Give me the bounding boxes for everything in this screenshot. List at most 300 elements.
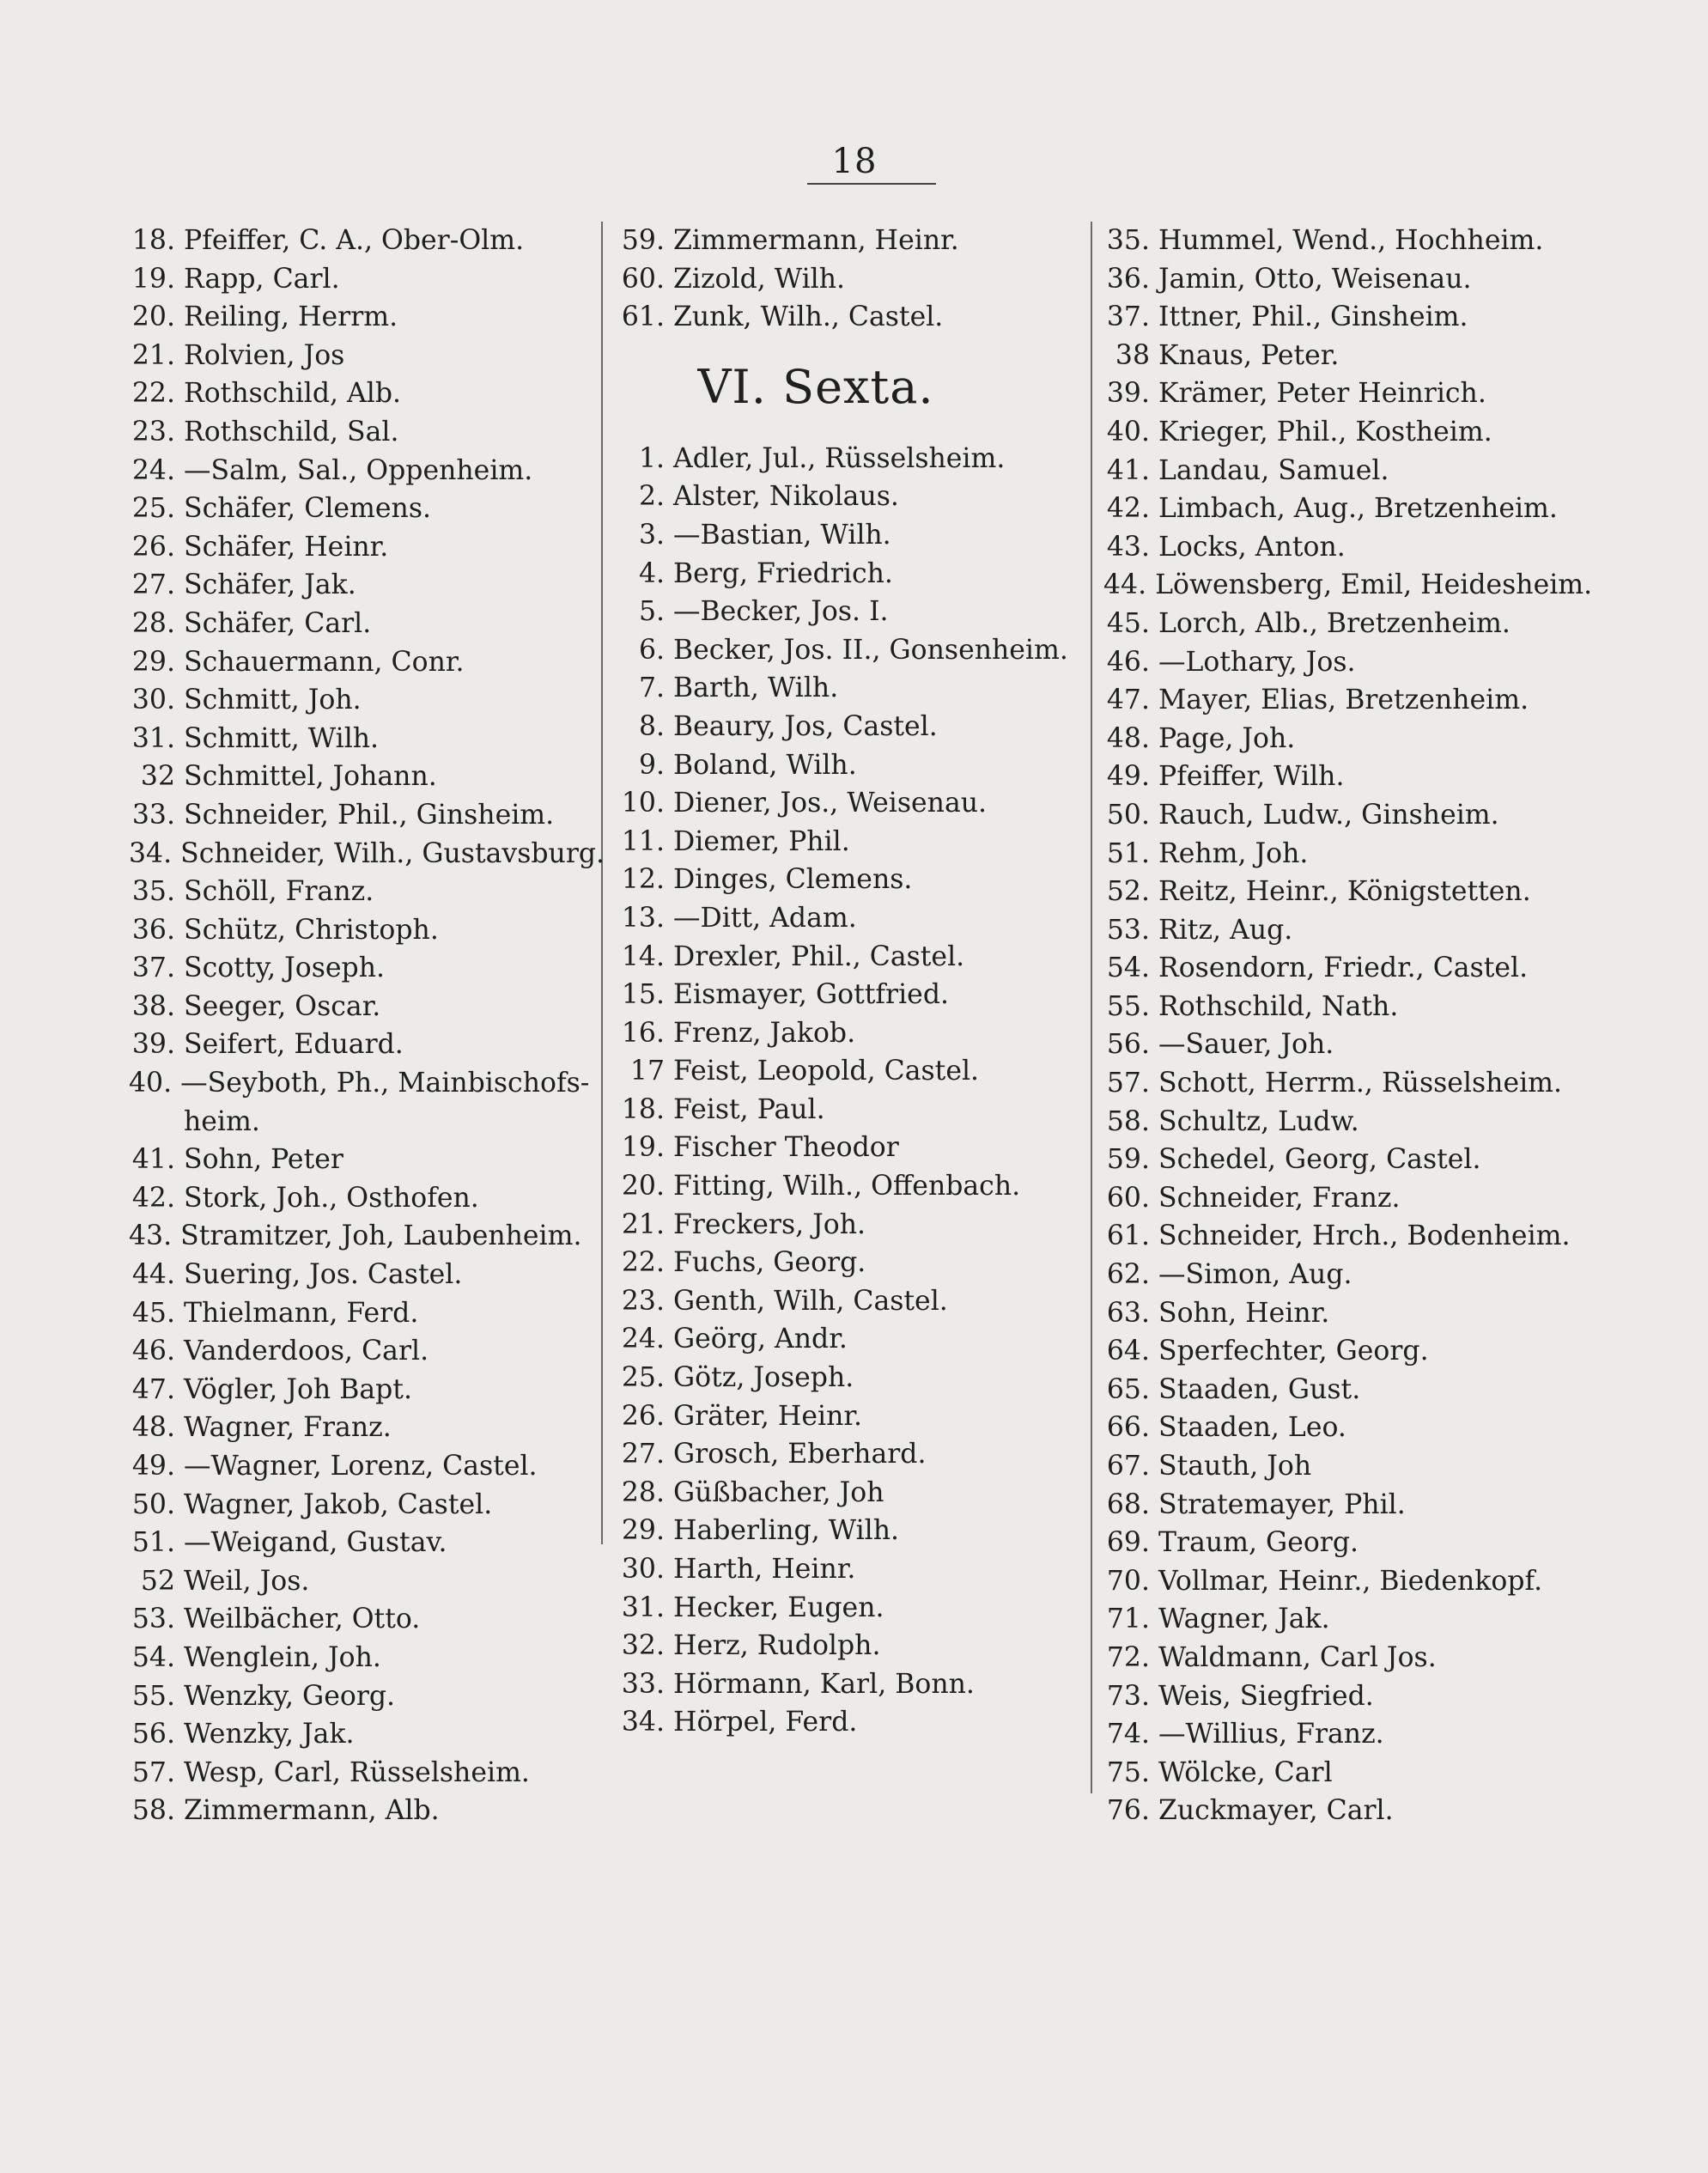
list-item	[129, 1371, 575, 1409]
entry-name: Hörpel, Ferd.	[673, 1707, 858, 1738]
entry-number: 4.	[638, 557, 665, 589]
list-item	[129, 911, 575, 950]
entry-number: 40.	[1106, 416, 1150, 447]
entry-name: Locks, Anton.	[1158, 531, 1346, 563]
list-item	[618, 1320, 1082, 1359]
entry-name: —Weigand, Gustav.	[184, 1527, 447, 1559]
entry-name: Rothschild, Alb.	[184, 378, 402, 410]
list-item	[129, 260, 575, 299]
entry-number: 57.	[1106, 1068, 1150, 1099]
entry-number: 48.	[131, 1412, 175, 1444]
list-item	[618, 298, 1082, 337]
entry-name: Rothschild, Nath.	[1158, 990, 1399, 1022]
list-item	[618, 1091, 1082, 1129]
column-middle-bottom	[618, 440, 1082, 1742]
list-item	[618, 1206, 1082, 1245]
entry-number: 55.	[1106, 990, 1150, 1022]
list-item	[129, 298, 575, 337]
list-item	[129, 374, 575, 413]
entry-number: 54.	[1106, 953, 1150, 984]
list-item	[129, 796, 575, 835]
list-item	[1103, 298, 1584, 337]
list-item	[1103, 758, 1584, 796]
entry-number: 55.	[131, 1680, 175, 1712]
entry-name: Vollmar, Heinr., Biedenkopf.	[1158, 1565, 1543, 1597]
list-item	[1103, 1332, 1584, 1371]
list-item	[1103, 911, 1584, 950]
entry-number: 25.	[131, 493, 175, 525]
entry-name: —Simon, Aug.	[1158, 1259, 1352, 1291]
entry-number: 51.	[1106, 837, 1150, 869]
entry-name: Rolvien, Jos	[184, 339, 345, 371]
entry-number: 62.	[1106, 1259, 1150, 1291]
entry-name: Mayer, Elias, Bretzenheim.	[1158, 685, 1529, 716]
entry-number: 70.	[1106, 1565, 1150, 1597]
entry-number: 2.	[638, 481, 665, 513]
list-item	[1103, 1639, 1584, 1677]
entry-number: 50.	[1106, 799, 1150, 831]
entry-name: Seifert, Eduard.	[184, 1029, 404, 1061]
entry-number: 21.	[131, 339, 175, 371]
entry-number: 14.	[621, 940, 665, 972]
entry-number: 24.	[621, 1324, 665, 1355]
entry-number: 68.	[1106, 1488, 1150, 1520]
entry-name: Herz, Rudolph.	[673, 1630, 881, 1662]
entry-number: 74.	[1106, 1719, 1150, 1750]
column-middle-top	[618, 222, 1082, 337]
entry-number: 72.	[1106, 1641, 1150, 1673]
list-item	[1103, 1026, 1584, 1064]
entry-number: 47.	[1106, 685, 1150, 716]
entry-number: 49.	[1106, 761, 1150, 793]
list-item	[129, 1141, 575, 1179]
entry-name: Schäfer, Jak.	[184, 569, 356, 601]
entry-name: Stramitzer, Joh, Laubenheim.	[180, 1220, 582, 1252]
list-item	[129, 835, 605, 873]
entry-name: Rapp, Carl.	[184, 263, 340, 295]
entry-name: —Lothary, Jos.	[1158, 646, 1356, 678]
entry-name: Ittner, Phil., Ginsheim.	[1158, 301, 1468, 333]
list-item	[129, 1179, 575, 1218]
entry-name: Traum, Georg.	[1158, 1527, 1359, 1559]
entry-number: 13.	[621, 902, 665, 934]
list-item	[129, 528, 575, 567]
list-item	[618, 222, 1082, 260]
entry-name: Suering, Jos. Castel.	[184, 1259, 463, 1291]
entry-number: 60.	[1106, 1182, 1150, 1214]
column-middle	[618, 222, 1082, 1742]
entry-name: Rosendorn, Friedr., Castel.	[1158, 953, 1529, 984]
entry-name: Fischer Theodor	[673, 1132, 899, 1164]
list-item	[1103, 1409, 1584, 1447]
entry-number: 26.	[131, 531, 175, 563]
entry-number: 18.	[131, 225, 175, 256]
list-item	[618, 440, 1082, 478]
list-item	[618, 669, 1082, 708]
entry-name: Staaden, Gust.	[1158, 1373, 1361, 1405]
entry-number: 45.	[1106, 607, 1150, 639]
list-item	[1103, 1371, 1584, 1409]
entry-number: 38.	[131, 990, 175, 1022]
entry-name: Frenz, Jakob.	[673, 1017, 856, 1049]
entry-name: Limbach, Aug., Bretzenheim.	[1158, 493, 1558, 525]
entry-name: Zizold, Wilh.	[673, 263, 846, 295]
list-item	[1103, 374, 1584, 413]
entry-name: Becker, Jos. II., Gonsenheim.	[673, 634, 1068, 666]
entry-name: —Wagner, Lorenz, Castel.	[184, 1451, 538, 1482]
list-item	[129, 1217, 582, 1256]
list-item	[1103, 796, 1584, 835]
list-item	[618, 593, 1082, 631]
entry-number: 52	[140, 1565, 175, 1597]
list-item	[129, 337, 575, 375]
entry-number: 21.	[621, 1208, 665, 1240]
entry-name: Hörmann, Karl, Bonn.	[673, 1668, 975, 1700]
list-item	[129, 1447, 575, 1486]
entry-name: Schöll, Franz.	[184, 876, 374, 908]
entry-name: Zimmermann, Heinr.	[673, 225, 959, 256]
entry-name: Wenglein, Joh.	[184, 1641, 381, 1673]
list-item	[1103, 1600, 1584, 1639]
entry-number: 69.	[1106, 1527, 1150, 1559]
list-item	[1103, 1141, 1584, 1179]
list-item	[129, 758, 575, 796]
entry-name: Eismayer, Gottfried.	[673, 979, 949, 1011]
entry-number: 50.	[131, 1488, 175, 1520]
entry-number: 64.	[1106, 1336, 1150, 1367]
list-item	[618, 1282, 1082, 1321]
entry-name: Knaus, Peter.	[1158, 339, 1340, 371]
entry-name: Weis, Siegfried.	[1158, 1680, 1374, 1712]
entry-number: 28.	[621, 1476, 665, 1508]
entry-number: 26.	[621, 1400, 665, 1432]
entry-number: 63.	[1106, 1297, 1150, 1329]
entry-name: heim.	[184, 1105, 260, 1137]
list-item	[1103, 873, 1584, 911]
entry-name: Scotty, Joseph.	[184, 953, 386, 984]
entry-number: 36.	[1106, 263, 1150, 295]
entry-number: 54.	[131, 1641, 175, 1673]
entry-name: Diemer, Phil.	[673, 825, 850, 857]
entry-name: Seeger, Oscar.	[184, 990, 381, 1022]
list-item	[618, 1052, 1082, 1091]
entry-name: Boland, Wilh.	[673, 749, 857, 781]
entry-number: 17	[629, 1056, 665, 1087]
entry-number: 52.	[1106, 876, 1150, 908]
list-item	[618, 478, 1082, 516]
entry-name: Pfeiffer, C. A., Ober-Olm.	[184, 225, 525, 256]
entry-number: 22.	[621, 1247, 665, 1279]
entry-name: Geörg, Andr.	[673, 1324, 848, 1355]
list-item	[618, 1703, 1082, 1742]
entry-number: 23.	[621, 1285, 665, 1317]
entry-name: Fitting, Wilh., Offenbach.	[673, 1171, 1021, 1202]
entry-name: Schauermann, Conr.	[184, 646, 465, 678]
entry-name: Wenzky, Georg.	[184, 1680, 396, 1712]
entry-name: Schott, Herrm., Rüsselsheim.	[1158, 1068, 1563, 1099]
list-item	[129, 1256, 575, 1294]
entry-number: 44.	[131, 1259, 175, 1291]
list-item	[129, 1562, 575, 1601]
entry-number: 61.	[1106, 1220, 1150, 1252]
entry-number: 41.	[131, 1144, 175, 1176]
list-item	[618, 1167, 1082, 1206]
list-item	[129, 1754, 575, 1793]
entry-name: Diener, Jos., Weisenau.	[673, 788, 988, 819]
entry-name: Sperfechter, Georg.	[1158, 1336, 1429, 1367]
list-item	[129, 222, 575, 260]
entry-number: 23.	[131, 416, 175, 447]
entry-name: Zunk, Wilh., Castel.	[673, 301, 944, 333]
list-item	[1103, 835, 1584, 873]
list-item	[618, 823, 1082, 861]
entry-name: —Sauer, Joh.	[1158, 1029, 1334, 1061]
entry-name: —Willius, Franz.	[1158, 1719, 1384, 1750]
entry-number: 12.	[621, 864, 665, 896]
list-item	[1103, 1792, 1584, 1830]
entry-name: Fuchs, Georg.	[673, 1247, 866, 1279]
entry-name: Schütz, Christoph.	[184, 914, 439, 946]
list-item	[618, 260, 1082, 299]
list-item	[618, 1244, 1082, 1282]
entry-name: —Bastian, Wilh.	[673, 519, 891, 551]
entry-number: 11.	[621, 825, 665, 857]
entry-number: 24.	[131, 454, 175, 486]
entry-name: Schultz, Ludw.	[1158, 1105, 1359, 1137]
entry-number: 30.	[131, 685, 175, 716]
entry-number: 33.	[131, 799, 175, 831]
list-item	[618, 1627, 1082, 1665]
entry-number: 37.	[1106, 301, 1150, 333]
list-item	[618, 1589, 1082, 1628]
entry-number: 39.	[131, 1029, 175, 1061]
entry-number: 42.	[1106, 493, 1150, 525]
entry-name: Wölcke, Carl	[1158, 1756, 1333, 1788]
list-item	[129, 452, 575, 490]
list-item	[1103, 1677, 1584, 1716]
list-item	[1103, 949, 1584, 988]
list-item	[1103, 528, 1584, 567]
entry-name: Weilbächer, Otto.	[184, 1604, 421, 1635]
entry-name: Ritz, Aug.	[1158, 914, 1293, 946]
list-item	[1103, 643, 1584, 682]
entry-number: 27.	[621, 1439, 665, 1470]
entry-name: Schäfer, Clemens.	[184, 493, 432, 525]
entry-name: Löwensberg, Emil, Heidesheim.	[1155, 569, 1593, 601]
entry-number: 33.	[621, 1668, 665, 1700]
entry-name: Schneider, Phil., Ginsheim.	[184, 799, 555, 831]
entry-name: Alster, Nikolaus.	[673, 481, 899, 513]
entry-number: 56.	[1106, 1029, 1150, 1061]
entry-number: 35.	[131, 876, 175, 908]
list-item	[618, 784, 1082, 823]
entry-name: Jamin, Otto, Weisenau.	[1158, 263, 1472, 295]
entry-number: 49.	[131, 1451, 175, 1482]
entry-number: 40.	[129, 1068, 173, 1099]
entry-name: Sohn, Peter	[184, 1144, 343, 1176]
entry-name: Freckers, Joh.	[673, 1208, 866, 1240]
entry-number: 66.	[1106, 1412, 1150, 1444]
list-item	[618, 516, 1082, 555]
entry-number: 58.	[131, 1795, 175, 1827]
entry-name: Weil, Jos.	[184, 1565, 310, 1597]
entry-number: 7.	[638, 673, 665, 704]
entry-name: —Seyboth, Ph., Mainbischofs-	[180, 1068, 590, 1099]
entry-name: —Ditt, Adam.	[673, 902, 857, 934]
entry-name: Schäfer, Heinr.	[184, 531, 389, 563]
entry-number: 51.	[131, 1527, 175, 1559]
list-item	[1103, 1562, 1584, 1601]
entry-number: 46.	[1106, 646, 1150, 678]
list-item	[1103, 1486, 1584, 1525]
entry-number: 34.	[621, 1707, 665, 1738]
list-item	[129, 1486, 575, 1525]
entry-name: Stratemayer, Phil.	[1158, 1488, 1406, 1520]
entry-number: 57.	[131, 1756, 175, 1788]
entry-number: 44.	[1103, 569, 1147, 601]
list-item	[129, 1332, 575, 1371]
list-item	[1103, 1256, 1584, 1294]
entry-number: 53.	[1106, 914, 1150, 946]
entry-name: Genth, Wilh, Castel.	[673, 1285, 948, 1317]
list-item	[1103, 681, 1584, 720]
list-item	[129, 873, 575, 911]
list-item	[1103, 337, 1584, 375]
page-number: 18	[831, 142, 878, 181]
list-item	[618, 1014, 1082, 1053]
entry-name: Sohn, Heinr.	[1158, 1297, 1330, 1329]
entry-name: Zimmermann, Alb.	[184, 1795, 440, 1827]
entry-name: Rothschild, Sal.	[184, 416, 399, 447]
entry-number: 32.	[621, 1630, 665, 1662]
entry-number: 47.	[131, 1373, 175, 1405]
entry-name: Haberling, Wilh.	[673, 1515, 900, 1547]
column-right	[1103, 222, 1593, 1830]
list-item	[618, 746, 1082, 785]
list-item	[129, 413, 575, 452]
entry-number: 28.	[131, 607, 175, 639]
entry-number: 6.	[638, 634, 665, 666]
list-item	[129, 566, 575, 605]
entry-number: 60.	[621, 263, 665, 295]
entry-number: 36.	[131, 914, 175, 946]
list-item	[1103, 260, 1584, 299]
entry-number: 56.	[131, 1719, 175, 1750]
list-item	[1103, 988, 1584, 1026]
entry-number: 42.	[131, 1182, 175, 1214]
entry-number: 48.	[1106, 722, 1150, 754]
entry-number: 22.	[131, 378, 175, 410]
entry-number: 16.	[621, 1017, 665, 1049]
entry-name: Landau, Samuel.	[1158, 454, 1389, 486]
entry-name: Stauth, Joh	[1158, 1451, 1312, 1482]
list-item	[1103, 1715, 1584, 1754]
entry-number: 43.	[129, 1220, 173, 1252]
entry-name: Lorch, Alb., Bretzenheim.	[1158, 607, 1510, 639]
list-item	[1103, 490, 1584, 528]
entry-number: 3.	[638, 519, 665, 551]
entry-number: 61.	[621, 301, 665, 333]
entry-name: Stork, Joh., Osthofen.	[184, 1182, 479, 1214]
entry-name: Vanderdoos, Carl.	[184, 1336, 429, 1367]
entry-name: Wenzky, Jak.	[184, 1719, 355, 1750]
entry-name: Wesp, Carl, Rüsselsheim.	[184, 1756, 530, 1788]
entry-number: 35.	[1106, 225, 1150, 256]
entry-number: 53.	[131, 1604, 175, 1635]
list-item	[618, 1129, 1082, 1167]
entry-name: Feist, Leopold, Castel.	[673, 1056, 980, 1087]
list-item	[1103, 1447, 1584, 1486]
page-number-rule	[807, 183, 936, 185]
entry-number: 8.	[638, 710, 665, 742]
list-item	[1103, 1064, 1584, 1103]
list-item	[129, 1792, 575, 1830]
list-item	[1103, 452, 1584, 490]
list-item	[1103, 222, 1584, 260]
list-item	[129, 1064, 590, 1103]
entry-name: Adler, Jul., Rüsselsheim.	[673, 442, 1006, 474]
entry-number: 59.	[1106, 1144, 1150, 1176]
list-item	[129, 720, 575, 758]
entry-name: Barth, Wilh.	[673, 673, 839, 704]
list-item	[1103, 566, 1593, 605]
entry-name: Dinges, Clemens.	[673, 864, 913, 896]
list-item	[129, 643, 575, 682]
entry-number: 31.	[621, 1592, 665, 1623]
entry-name: Zuckmayer, Carl.	[1158, 1795, 1394, 1827]
list-item	[1103, 1754, 1584, 1793]
entry-number: 39.	[1106, 378, 1150, 410]
list-item	[618, 1435, 1082, 1474]
list-item	[1103, 1524, 1584, 1562]
list-item	[618, 976, 1082, 1014]
entry-number: 45.	[131, 1297, 175, 1329]
entry-name: Berg, Friedrich.	[673, 557, 893, 589]
entry-number: 18.	[621, 1093, 665, 1125]
entry-number: 1.	[638, 442, 665, 474]
entry-name: Staaden, Leo.	[1158, 1412, 1346, 1444]
entry-number: 67.	[1106, 1451, 1150, 1482]
entry-name: Hummel, Wend., Hochheim.	[1158, 225, 1544, 256]
entry-number: 5.	[638, 596, 665, 628]
entry-name: Wagner, Jakob, Castel.	[184, 1488, 493, 1520]
entry-number: 29.	[621, 1515, 665, 1547]
column-left	[129, 222, 605, 1830]
entry-name: Schneider, Franz.	[1158, 1182, 1401, 1214]
entry-name: Wagner, Jak.	[1158, 1604, 1330, 1635]
entry-name: Schmitt, Joh.	[184, 685, 362, 716]
section-title: VI. Sexta.	[697, 360, 934, 415]
entry-number: 43.	[1106, 531, 1150, 563]
list-item	[1103, 1294, 1584, 1333]
list-item	[129, 1409, 575, 1447]
entry-number: 71.	[1106, 1604, 1150, 1635]
list-item	[129, 1524, 575, 1562]
entry-name: Schmitt, Wilh.	[184, 722, 380, 754]
entry-number: 37.	[131, 953, 175, 984]
entry-number: 59.	[621, 225, 665, 256]
entry-number: 73.	[1106, 1680, 1150, 1712]
entry-name: Waldmann, Carl Jos.	[1158, 1641, 1437, 1673]
list-item	[1103, 605, 1584, 643]
list-item	[618, 938, 1082, 977]
list-item	[129, 988, 575, 1026]
list-item	[618, 708, 1082, 746]
entry-number: 27.	[131, 569, 175, 601]
entry-number: 29.	[131, 646, 175, 678]
entry-name: Drexler, Phil., Castel.	[673, 940, 965, 972]
entry-name: Beaury, Jos, Castel.	[673, 710, 938, 742]
